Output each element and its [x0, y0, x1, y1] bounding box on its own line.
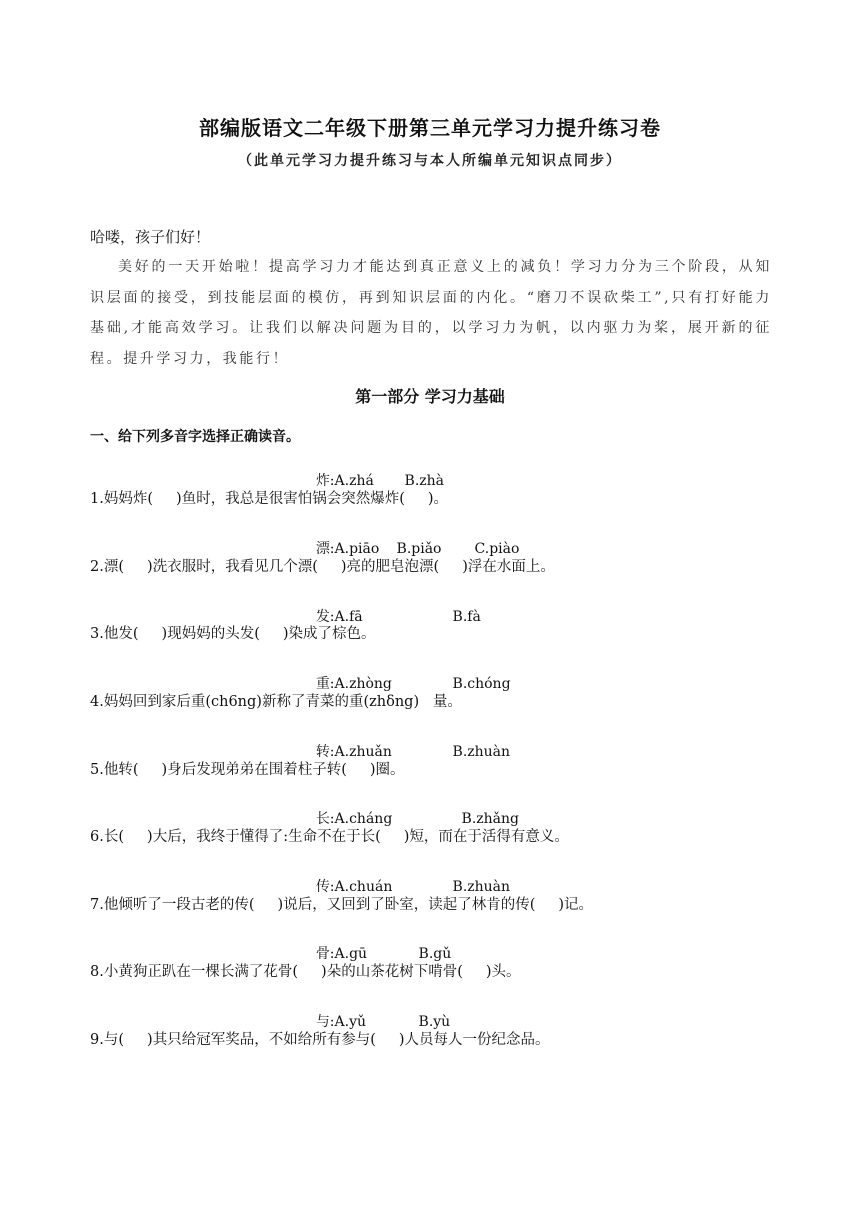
option: A.zhuǎn [334, 744, 392, 760]
question-sentence: 6.长( )大后，我终于懂得了:生命不在于长( )短，而在于活得有意义。 [90, 829, 569, 845]
target-char: 传: [315, 879, 335, 895]
question-sentence: 3.他发( )现妈妈的头发( )染成了棕色。 [90, 626, 376, 642]
target-char: 炸: [315, 473, 335, 489]
target-char: 与: [315, 1014, 335, 1030]
question-sentence: 4.妈妈回到家后重(ch6ng)新称了青菜的重(zhδng) 量。 [90, 694, 462, 710]
option: A.chuán [334, 879, 393, 895]
target-char: 漂: [315, 541, 335, 557]
question-heading: 一、给下列多音字选择正确读音。 [90, 429, 300, 445]
option: B.fà [452, 609, 481, 625]
option: B.zhuàn [452, 744, 511, 760]
option: A.cháng [334, 811, 393, 827]
section-title: 第一部分 学习力基础 [355, 387, 505, 406]
target-char: 发: [315, 609, 335, 625]
question-sentence: 2.漂( )洗衣服时，我看见几个漂( )亮的肥皂泡漂( )浮在水面上。 [90, 559, 555, 575]
target-char: 转: [315, 744, 335, 760]
option: A.gū [334, 946, 368, 962]
option: B.zhǎng [461, 811, 519, 827]
option: A.fā [334, 609, 363, 625]
option: B.zhuàn [452, 879, 511, 895]
question-sentence: 5.他转( )身后发现弟弟在围着柱子转( )圈。 [90, 762, 405, 778]
target-char: 长: [315, 811, 335, 827]
question-sentence: 8.小黄狗正趴在一棵长满了花骨( )朵的山茶花树下啃骨( )头。 [90, 964, 521, 980]
target-char: 骨: [315, 946, 335, 962]
option: B.piǎo [396, 541, 442, 557]
option: C.piào [474, 541, 520, 557]
page-subtitle: （此单元学习力提升练习与本人所编单元知识点同步） [238, 153, 622, 169]
greeting: 哈喽，孩子们好！ [90, 228, 211, 246]
option: B.chóng [452, 676, 511, 692]
option: A.piāo [334, 541, 380, 557]
target-char: 重: [315, 676, 335, 692]
page-title: 部编版语文二年级下册第三单元学习力提升练习卷 [199, 116, 661, 140]
option: B.yù [418, 1014, 451, 1030]
intro-paragraph: 美好的一天开始啦！提高学习力才能达到真正意义上的减负！学习力分为三个阶段，从知识层面的接受，到技能层面的模仿，再到知识层面的内化。“磨刀不误砍柴工”,只有打好能力基础,才能高效学习。让我们以解决问题为目的，以学习力为帆，以内驱力为桨，展开新的征程。提升学习力，我能行！ [90, 259, 772, 367]
option: A.yǔ [334, 1014, 367, 1030]
option: A.zhòng [334, 676, 392, 692]
option: B.gǔ [418, 946, 452, 962]
question-sentence: 1.妈妈炸( )鱼时，我总是很害怕锅会突然爆炸( )。 [90, 491, 449, 507]
option: A.zhá [334, 473, 374, 489]
question-sentence: 7.他倾听了一段古老的传( )说后，又回到了卧室，读起了林肯的传( )记。 [90, 897, 594, 913]
option: B.zhà [404, 473, 445, 489]
question-sentence: 9.与( )其只给冠军奖品，不如给所有参与( )人员每人一份纪念品。 [90, 1032, 550, 1048]
